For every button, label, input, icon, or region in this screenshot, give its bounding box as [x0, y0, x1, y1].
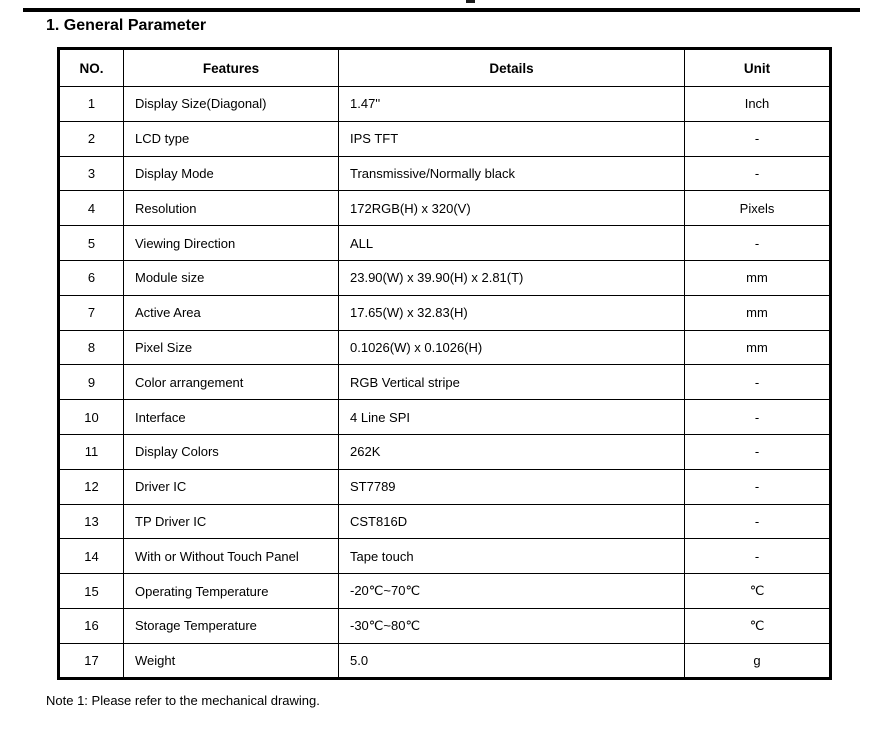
feature-cell: Storage Temperature: [124, 608, 339, 643]
row-number-cell: 3: [59, 156, 124, 191]
feature-cell: Pixel Size: [124, 330, 339, 365]
header-no: NO.: [59, 49, 124, 87]
details-cell: 1.47'': [339, 87, 685, 122]
row-number-cell: 15: [59, 574, 124, 609]
details-cell: IPS TFT: [339, 121, 685, 156]
unit-cell: mm: [685, 260, 831, 295]
table-row: [59, 330, 831, 365]
table-row: [59, 260, 831, 295]
section-title: 1. General Parameter: [46, 17, 207, 34]
unit-cell: -: [685, 365, 831, 400]
row-number-cell: 16: [59, 608, 124, 643]
row-number-cell: 5: [59, 226, 124, 261]
table-row: [59, 434, 831, 469]
row-number-cell: 1: [59, 87, 124, 122]
feature-cell: Weight: [124, 643, 339, 678]
row-number-cell: 10: [59, 400, 124, 435]
table-row: [59, 87, 831, 122]
unit-cell: mm: [685, 295, 831, 330]
table-row: [59, 539, 831, 574]
feature-cell: With or Without Touch Panel: [124, 539, 339, 574]
unit-cell: -: [685, 226, 831, 261]
unit-cell: -: [685, 400, 831, 435]
feature-cell: TP Driver IC: [124, 504, 339, 539]
feature-cell: Operating Temperature: [124, 574, 339, 609]
row-number-cell: 4: [59, 191, 124, 226]
table-row: [59, 643, 831, 678]
unit-cell: -: [685, 539, 831, 574]
cropped-text-fragment: [466, 0, 475, 3]
unit-cell: Pixels: [685, 191, 831, 226]
feature-cell: Display Size(Diagonal): [124, 87, 339, 122]
row-number-cell: 11: [59, 434, 124, 469]
details-cell: 0.1026(W) x 0.1026(H): [339, 330, 685, 365]
details-cell: ALL: [339, 226, 685, 261]
table-row: [59, 226, 831, 261]
feature-cell: Driver IC: [124, 469, 339, 504]
unit-cell: g: [685, 643, 831, 678]
details-cell: Transmissive/Normally black: [339, 156, 685, 191]
unit-cell: mm: [685, 330, 831, 365]
row-number-cell: 6: [59, 260, 124, 295]
row-number-cell: 9: [59, 365, 124, 400]
table-row: [59, 608, 831, 643]
table-row: [59, 191, 831, 226]
row-number-cell: 13: [59, 504, 124, 539]
table-row: [59, 121, 831, 156]
row-number-cell: 7: [59, 295, 124, 330]
feature-cell: Interface: [124, 400, 339, 435]
details-cell: -30℃~80℃: [339, 608, 685, 643]
row-number-cell: 8: [59, 330, 124, 365]
details-cell: ST7789: [339, 469, 685, 504]
general-parameter-table: [57, 47, 832, 680]
unit-cell: -: [685, 156, 831, 191]
unit-cell: -: [685, 469, 831, 504]
details-cell: Tape touch: [339, 539, 685, 574]
feature-cell: Display Colors: [124, 434, 339, 469]
table-row: [59, 156, 831, 191]
details-cell: 262K: [339, 434, 685, 469]
details-cell: 23.90(W) x 39.90(H) x 2.81(T): [339, 260, 685, 295]
table-row: [59, 295, 831, 330]
details-cell: 5.0: [339, 643, 685, 678]
header-features: Features: [124, 49, 339, 87]
table-body: [59, 87, 831, 679]
table-row: [59, 574, 831, 609]
details-cell: 17.65(W) x 32.83(H): [339, 295, 685, 330]
row-number-cell: 2: [59, 121, 124, 156]
table-row: [59, 400, 831, 435]
feature-cell: Viewing Direction: [124, 226, 339, 261]
header-details: Details: [339, 49, 685, 87]
row-number-cell: 17: [59, 643, 124, 678]
unit-cell: -: [685, 121, 831, 156]
table-row: [59, 469, 831, 504]
feature-cell: Resolution: [124, 191, 339, 226]
unit-cell: ℃: [685, 574, 831, 609]
feature-cell: Active Area: [124, 295, 339, 330]
feature-cell: Color arrangement: [124, 365, 339, 400]
table-header: [59, 49, 831, 87]
table-row: [59, 365, 831, 400]
unit-cell: Inch: [685, 87, 831, 122]
details-cell: CST816D: [339, 504, 685, 539]
table-row: [59, 504, 831, 539]
footnote: Note 1: Please refer to the mechanical drawing.: [46, 693, 320, 708]
feature-cell: Module size: [124, 260, 339, 295]
details-cell: 4 Line SPI: [339, 400, 685, 435]
row-number-cell: 12: [59, 469, 124, 504]
feature-cell: Display Mode: [124, 156, 339, 191]
header-unit: Unit: [685, 49, 831, 87]
feature-cell: LCD type: [124, 121, 339, 156]
unit-cell: -: [685, 504, 831, 539]
details-cell: -20℃~70℃: [339, 574, 685, 609]
details-cell: 172RGB(H) x 320(V): [339, 191, 685, 226]
unit-cell: -: [685, 434, 831, 469]
row-number-cell: 14: [59, 539, 124, 574]
page-top-rule: [23, 8, 860, 12]
unit-cell: ℃: [685, 608, 831, 643]
details-cell: RGB Vertical stripe: [339, 365, 685, 400]
table-header-row: [59, 49, 831, 87]
